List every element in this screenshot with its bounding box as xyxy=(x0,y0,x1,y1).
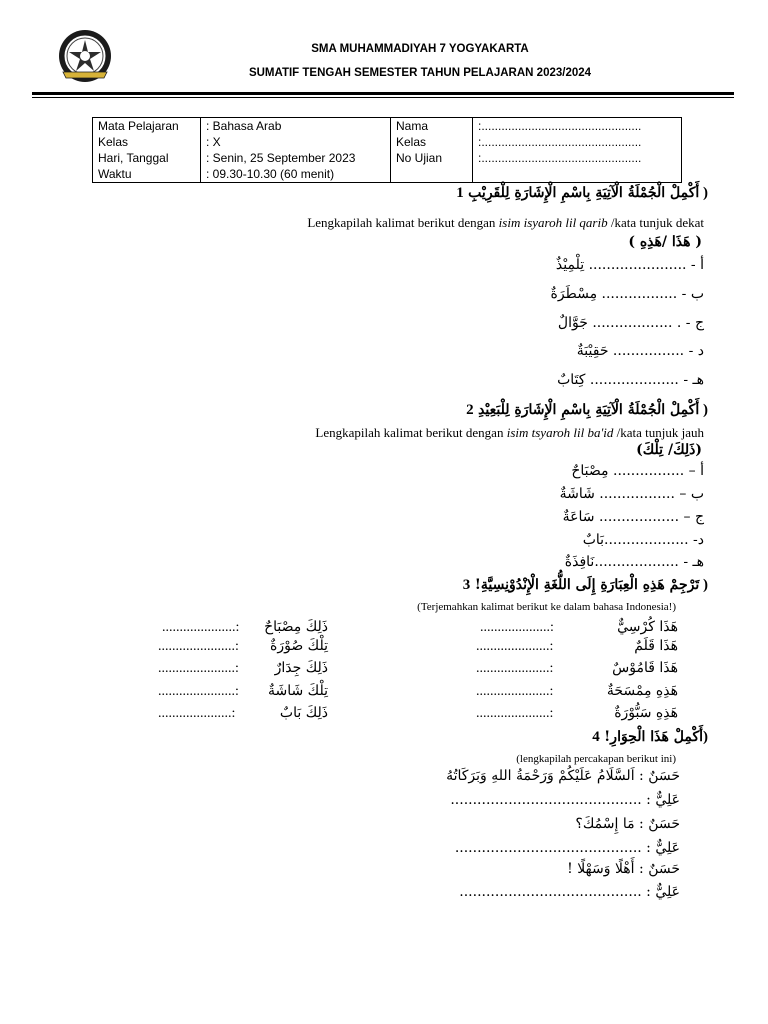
translate-blank: .....................: xyxy=(158,706,236,721)
translate-phrase: ذَلِكَ مِصْبَاحٌ xyxy=(264,619,328,635)
section3-heading xyxy=(457,576,708,594)
translate-phrase: ذَلِكَ بَابٌ xyxy=(279,705,328,721)
section2-number: 2 ) xyxy=(466,402,708,418)
info-label: Mata Pelajaran Kelas Hari, Tanggal Waktu xyxy=(93,118,201,183)
info-label-right: Nama Kelas No Ujian xyxy=(391,118,473,183)
header-divider-thin xyxy=(32,97,734,98)
dialogue-line: عَلِيٌّ : ........................................... xyxy=(450,792,680,808)
section3-number: 3 ) xyxy=(462,577,708,593)
translate-blank: .....................: xyxy=(476,684,554,699)
exam-title: SUMATIF TENGAH SEMESTER TAHUN PELAJARAN 2023/2024 xyxy=(248,67,592,79)
section4-heading xyxy=(588,728,708,746)
section2-item: ب – ................. شَاشَةٌ xyxy=(559,486,704,502)
section3-instruction: (Terjemahkan kalimat berikut ke dalam bahasa Indonesia!) xyxy=(417,601,676,613)
info-value: : Bahasa Arab : X : Senin, 25 September 2023 : 09.30-10.30 (60 menit) xyxy=(201,118,391,183)
section1-heading xyxy=(450,184,708,202)
translate-blank: .....................: xyxy=(476,706,554,721)
translate-blank: ....................: xyxy=(480,620,554,635)
info-field[interactable]: :................................................ :................................................ :................................................ xyxy=(473,118,682,183)
translate-blank: .....................: xyxy=(476,661,554,676)
translate-phrase: هَذِهِ مِمْسَحَةٌ xyxy=(606,683,678,699)
section1-item: د - ................ حَقِيْبَةٌ xyxy=(576,343,704,359)
dialogue-line: عَلِيٌّ : ......................................... xyxy=(459,884,680,900)
section2-title: أَكْمِلْ الْجُمْلَةُ الْآتِيَةِ بِاسْمِ الْإِشَارَةِ لِلْبَعِيْدِ xyxy=(478,402,700,418)
dialogue-line: حَسَنٌ : مَا إِسْمُكَ؟ xyxy=(575,816,680,832)
section1-item: ج - . .................. جَوَّالٌ xyxy=(557,315,704,331)
section2-item: د- ...................بَابٌ xyxy=(582,532,704,548)
translate-phrase: هَذَا كُرْسِيٌّ xyxy=(617,619,678,635)
section1-item: ب - ................. مِسْطَرَةٌ xyxy=(550,286,704,302)
dialogue-line: حَسَنٌ : اَلسَّلَامُ عَلَيْكُمْ وَرَحْمَةُ اللهِ وَبَرَكَاتُهُ xyxy=(446,768,680,784)
section2-item: ج – .................. سَاعَةٌ xyxy=(562,509,704,525)
section2-heading xyxy=(460,401,708,419)
dialogue-line: حَسَنٌ : أَهْلًا وَسَهْلًا ! xyxy=(567,861,680,877)
section2-instruction: Lengkapilah kalimat berikut dengan isim tsyaroh lil ba'id /kata tunjuk jauh xyxy=(315,425,704,440)
school-name: SMA MUHAMMADIYAH 7 YOGYAKARTA xyxy=(311,43,529,55)
section1-instruction: Lengkapilah kalimat berikut dengan isim isyaroh lil qarib /kata tunjuk dekat xyxy=(307,215,704,230)
section2-options: (ذَلِكَ/ تِلْكَ) xyxy=(636,442,702,458)
translate-blank: ......................: xyxy=(158,684,239,699)
translate-phrase: هَذَا قَامُوْسٌ xyxy=(612,660,678,676)
section4-title: أَكْمِلْ هَذَا الْحِوَارِ! xyxy=(604,729,703,745)
section2-item: أ – ................ مِصْبَاحٌ xyxy=(571,463,704,479)
translate-phrase: تِلْكَ شَاشَةٌ xyxy=(267,683,328,699)
translate-blank: ......................: xyxy=(158,639,239,654)
section3-title: تَرْجِمْ هَذِهِ الْعِبَارَةِ إِلَى اللُّغَةِ الْإِنْدُوْنِسِيَّةِ! xyxy=(474,577,700,593)
translate-blank: .....................: xyxy=(162,620,240,635)
section4-instruction: (lengkapilah percakapan berikut ini) xyxy=(516,753,676,765)
section2-item: هـ - ...................نَافِذَةٌ xyxy=(564,554,704,570)
translate-blank: .....................: xyxy=(476,639,554,654)
section1-options: ( هَذَا /هَذِهِ ) xyxy=(628,234,702,250)
translate-blank: ......................: xyxy=(158,661,239,676)
section1-item: أ - ...................... تِلْمِيْذٌ xyxy=(555,257,704,273)
dialogue-line: عَلِيٌّ : .......................................... xyxy=(454,840,680,856)
student-info-table xyxy=(92,117,682,183)
translate-phrase: ذَلِكَ جِدَارٌ xyxy=(274,660,328,676)
section1-item: هـ - .................... كِتَابٌ xyxy=(557,372,704,388)
translate-phrase: هَذَا قَلَمٌ xyxy=(634,638,678,654)
header-divider xyxy=(32,92,734,95)
section1-number: 1 ) xyxy=(456,185,708,201)
section1-title: أَكْمِلْ الْجُمْلَةُ الْآتِيَةِ بِاسْمِ الْإِشَارَةِ لِلْقَرِيْبِ xyxy=(468,185,700,201)
translate-phrase: تِلْكَ صُوْرَةٌ xyxy=(270,638,328,654)
school-logo xyxy=(57,28,113,84)
section4-number: 4) xyxy=(592,729,708,745)
translate-phrase: هَذِهِ سَبُّوْرَةٌ xyxy=(614,705,678,721)
